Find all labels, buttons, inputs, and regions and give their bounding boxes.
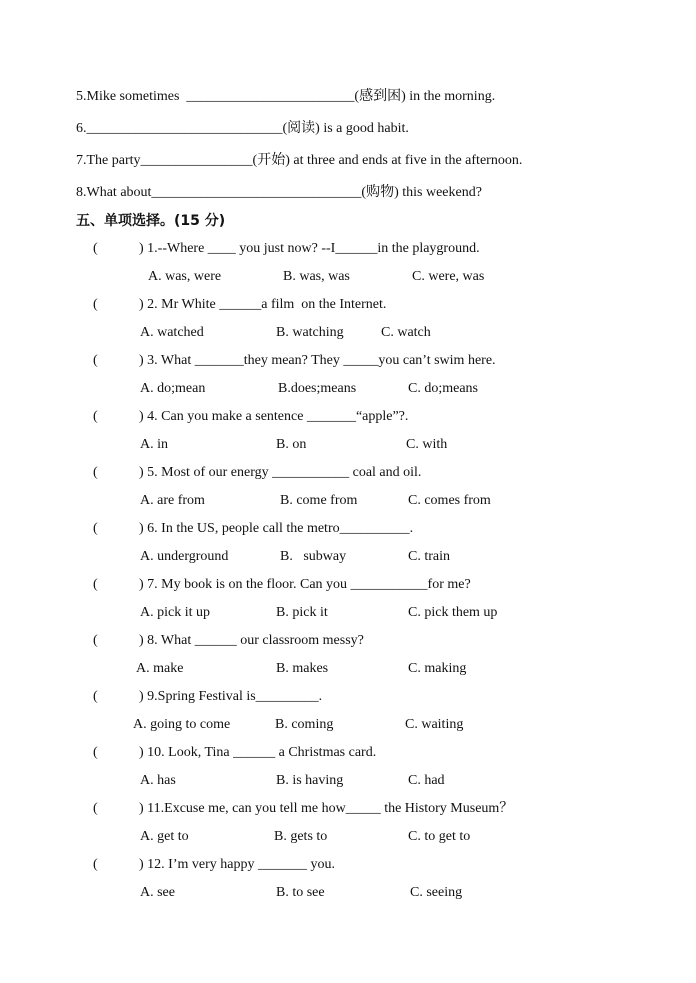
option-b: B. is having [276,773,344,788]
option-c: C. to get to [408,829,471,844]
question-8: ( ) 8. What ______ our classroom messy? [93,633,364,648]
option-b: B. subway [280,549,347,564]
option-a: A. are from [140,493,205,508]
option-b: B. coming [275,717,334,732]
option-a: A. was, were [148,269,222,284]
question-11: ( ) 11.Excuse me, can you tell me how_____ the History Museum？ [93,801,514,816]
option-b: B. makes [276,661,329,676]
option-a: A. see [140,885,175,900]
option-c: C. waiting [405,717,464,732]
option-a: A. going to come [133,717,231,732]
option-a: A. get to [140,829,189,844]
option-b: B. watching [276,325,344,340]
option-c: C. comes from [408,493,491,508]
option-a: A. has [140,773,176,788]
option-a: A. underground [140,549,229,564]
fill-item: 8.What about______________________________(购物) this weekend? [76,185,482,200]
question-4: ( ) 4. Can you make a sentence _______“apple”?. [93,409,409,424]
option-b: B. pick it [276,605,328,620]
option-b: B. on [276,437,307,452]
option-c: C. seeing [410,885,463,900]
option-c: C. with [406,437,448,452]
question-3: ( ) 3. What _______they mean? They _____you can’t swim here. [93,353,496,368]
option-c: C. watch [381,325,431,340]
option-a: A. make [136,661,184,676]
option-c: C. train [408,549,450,564]
option-b: B. was, was [283,269,350,284]
option-c: C. pick them up [408,605,498,620]
section-title: 五、单项选择。(15 分) [76,213,226,229]
question-5: ( ) 5. Most of our energy ___________ coal and oil. [93,465,422,480]
question-9: ( ) 9.Spring Festival is_________. [93,689,323,704]
option-b: B. come from [280,493,358,508]
option-c: C. were, was [412,269,485,284]
question-7: ( ) 7. My book is on the floor. Can you ___________for me? [93,577,471,592]
option-c: C. had [408,773,445,788]
option-a: A. in [140,437,168,452]
option-c: C. do;means [408,381,478,396]
option-a: A. pick it up [140,605,210,620]
option-b: B.does;means [278,381,357,396]
question-12: ( ) 12. I’m very happy _______ you. [93,857,335,872]
option-b: B. to see [276,885,325,900]
question-1: ( ) 1.--Where ____ you just now? --I______in the playground. [93,241,480,256]
question-2: ( ) 2. Mr White ______a film on the Internet. [93,297,387,312]
option-c: C. making [408,661,467,676]
option-a: A. watched [140,325,204,340]
option-b: B. gets to [274,829,328,844]
question-6: ( ) 6. In the US, people call the metro__________. [93,521,414,536]
fill-item: 6.____________________________(阅读) is a good habit. [76,121,409,136]
question-10: ( ) 10. Look, Tina ______ a Christmas card. [93,745,377,760]
fill-item: 5.Mike sometimes ________________________(感到困) in the morning. [76,89,496,104]
option-a: A. do;mean [140,381,206,396]
fill-item: 7.The party________________(开始) at three and ends at five in the afternoon. [76,153,523,168]
